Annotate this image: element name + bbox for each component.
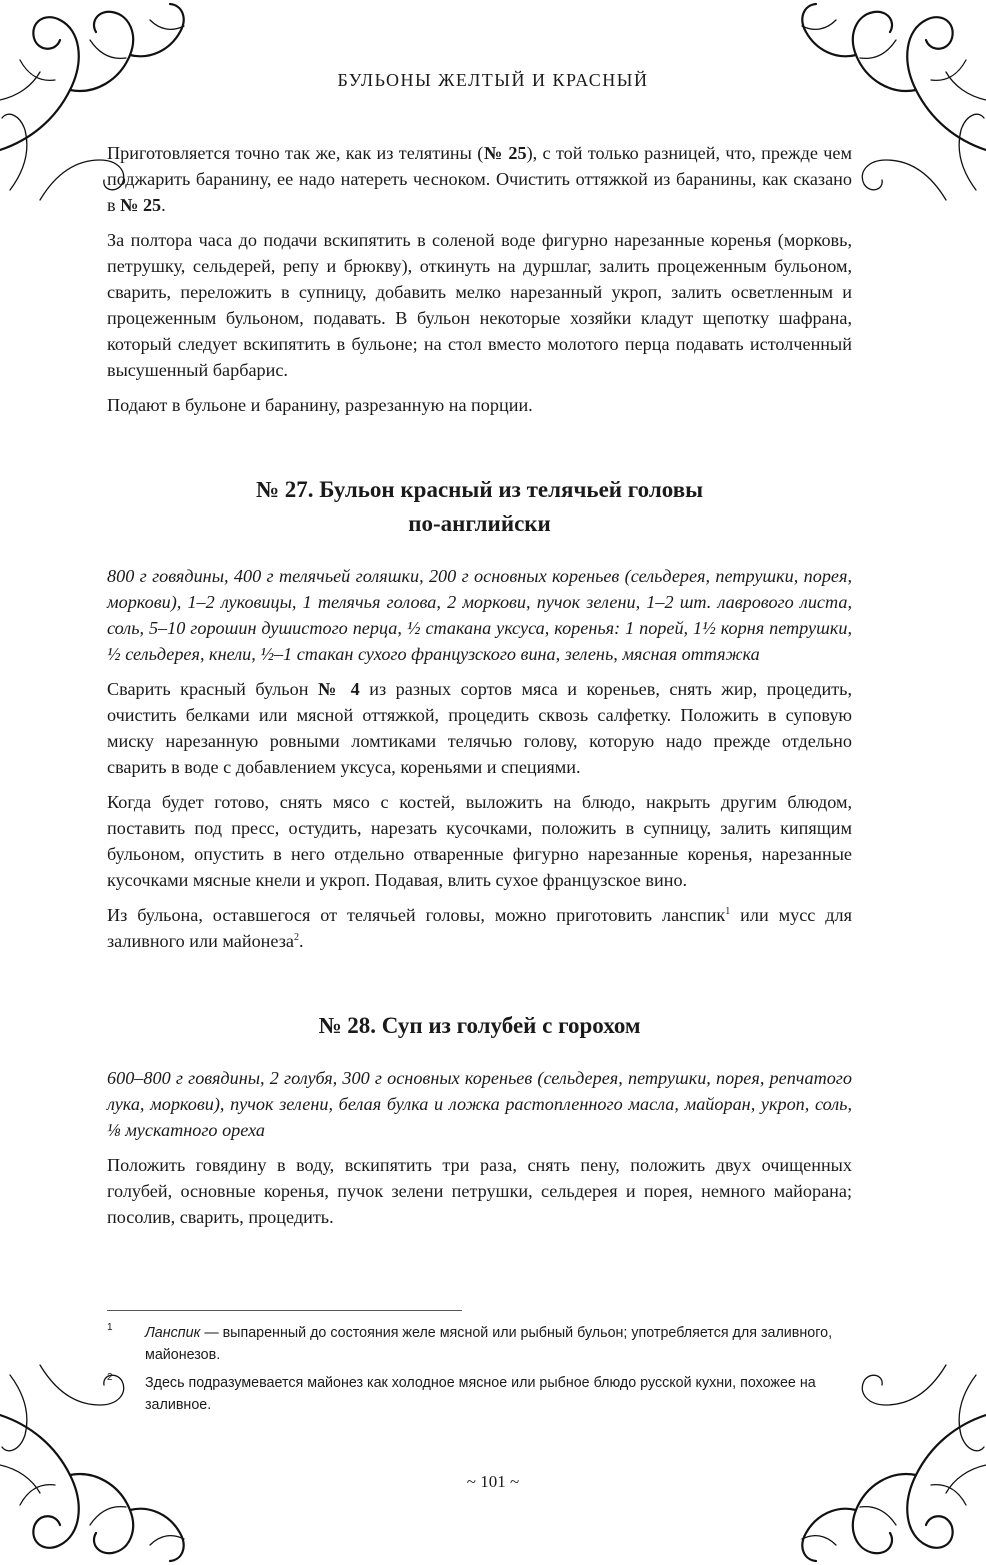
text-run: . — [161, 195, 166, 215]
intro-paragraph-1 — [107, 140, 852, 218]
footnote-text: — выпаренный до состояния желе мясной или рыбный бульон; употребляется для заливного, майонезов. — [145, 1325, 833, 1363]
footnote-1 — [107, 1322, 852, 1366]
recipe-reference: № 4 — [317, 679, 360, 699]
recipe-28-paragraph-1: Положить говядину в воду, вскипятить три раза, снять пену, положить двух очищенных голубей, основные коренья, пучок зелени петрушки, сельдерея и порея, немного майорана; посолив, сварить, процедить. — [107, 1155, 852, 1227]
footnote-marker-2[interactable]: 2 — [293, 931, 299, 943]
recipe-27-title-line-2: по-английски — [408, 511, 551, 536]
recipe-reference: № 25 — [120, 195, 162, 215]
recipe-28-title: № 28. Суп из голубей с горохом — [318, 1013, 641, 1038]
text-run: из разных сортов мяса и кореньев, снять жир, процедить, очистить белками или мясной оттяжкой, процедить сквозь салфетку. Положить в суповую миску нарезанную ровными ломтиками телячью голову, которую надо прежде отдельно сварить в воде с добавлением уксуса, кореньями и специями. — [107, 679, 852, 777]
footnote-text: Здесь подразумевается майонез как холодное мясное или рыбное блюдо русской кухни, похожее на заливное. — [145, 1375, 816, 1413]
recipe-27-paragraph-1 — [107, 676, 852, 780]
footnote-number: 2 — [107, 1372, 113, 1383]
recipe-27-title — [107, 473, 852, 541]
text-run: ), с той только разницей, что, прежде чем поджарить баранину, ее надо натереть чесноком. Очистить оттяжкой из баранины, как сказано в — [107, 143, 852, 215]
footnote-2 — [107, 1372, 852, 1416]
text-run: Из бульона, оставшегося от телячьей головы, можно приготовить ланспик — [107, 905, 726, 925]
page-number: ~ 101 ~ — [466, 1472, 520, 1491]
recipe-27-title-line-1: № 27. Бульон красный из телячьей головы — [255, 477, 704, 502]
running-head: БУЛЬОНЫ ЖЕЛТЫЙ И КРАСНЫЙ — [337, 70, 649, 90]
text-run: или мусс для заливного или майонеза — [107, 905, 852, 951]
recipe-27-ingredients: 800 г говядины, 400 г телячьей голяшки, 200 г основных кореньев (сельдерея, петрушки, порея, моркови), 1–2 луковицы, 1 телячья голова, 2 моркови, пучок зелени, 1–2 шт. лаврового листа, соль, 5–10 горошин душистого перца, ½ стакана уксуса, коренья: 1 порей, 1½ корня петрушки, ½ сельдерея, кнели, ½–1 стакан сухого французского вина, зелень, мясная оттяжка — [107, 566, 852, 664]
footnote-number: 1 — [107, 1322, 113, 1333]
recipe-28-ingredients: 600–800 г говядины, 2 голубя, 300 г основных кореньев (сельдерея, петрушки, порея, репчатого лука, моркови), пучок зелени, белая булка и ложка растопленного масла, майоран, укроп, соль, ⅛ мускатного ореха — [107, 1068, 852, 1140]
intro-paragraph-2: За полтора часа до подачи вскипятить в соленой воде фигурно нарезанные коренья (морковь, петрушку, сельдерей, репу и брюкву), откинуть на дуршлаг, залить процеженным бульоном, сварить, переложить в супницу, добавить мелко нарезанный укроп, залить осветленным и процеженным бульоном, подавать. В бульон некоторые хозяйки кладут щепотку шафрана, который следует вскипятить в бульоне; на стол вместо молотого перца подавать истолченный высушенный барбарис. — [107, 230, 852, 380]
footnote-separator — [107, 1310, 462, 1311]
page-content — [107, 140, 852, 1239]
recipe-reference: № 25 — [483, 143, 527, 163]
text-run: Приготовляется точно так же, как из телятины ( — [107, 143, 484, 163]
footnote-marker-1[interactable]: 1 — [725, 905, 731, 917]
footnote-term: Ланспик — [145, 1325, 201, 1341]
recipe-27-paragraph-3 — [107, 902, 852, 954]
footnotes — [107, 1322, 852, 1422]
text-run: . — [298, 931, 304, 951]
recipe-27-paragraph-2: Когда будет готово, снять мясо с костей, выложить на блюдо, накрыть другим блюдом, поставить под пресс, остудить, нарезать кусочками, положить в супницу, залить кипящим бульоном, опустить в него отдельно отваренные фигурно нарезанные коренья, нарезанные кусочками мясные кнели и укроп. Подавая, влить сухое французское вино. — [107, 792, 852, 890]
intro-paragraph-3: Подают в бульоне и баранину, разрезанную на порции. — [107, 395, 533, 415]
text-run: Сварить красный бульон — [107, 679, 318, 699]
